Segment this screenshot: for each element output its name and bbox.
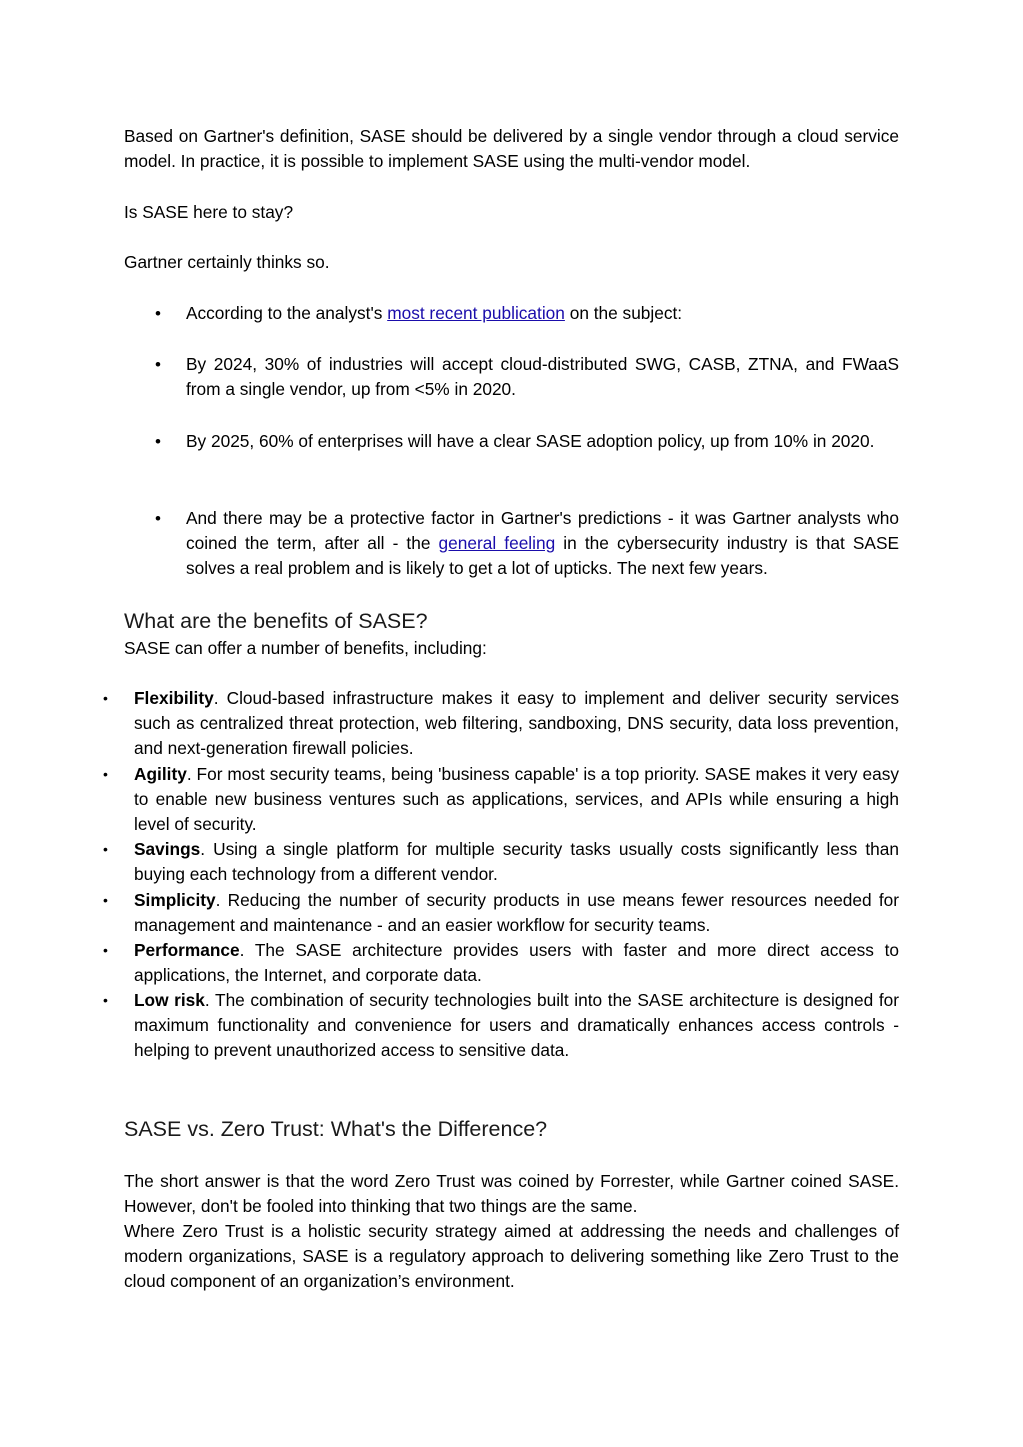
paragraph-definition: Based on Gartner's definition, SASE should be delivered by a single vendor through a cloud service model. In practice, it is possible to implement SASE using the multi-vendor model. xyxy=(124,126,899,172)
benefit-term: Agility xyxy=(134,764,187,784)
benefit-text: . For most security teams, being 'business capable' is a top priority. SASE makes it very easy to enable new business ventures such as applications, services, and APIs while ensuring a high level of security. xyxy=(134,764,899,835)
bullet-icon: • xyxy=(103,992,108,1008)
prediction-text: in the cybersecurity industry is that SASE solves a real problem and is likely to get a lot of upticks. The next few years. xyxy=(186,533,899,579)
benefit-item-savings xyxy=(103,837,899,887)
benefit-term: Low risk xyxy=(134,990,205,1010)
prediction-text: By 2025, 60% of enterprises will have a clear SASE adoption policy, up from 10% in 2020. xyxy=(186,431,875,451)
bullet-icon: • xyxy=(155,509,161,528)
benefit-item-simplicity xyxy=(103,888,899,938)
benefit-text: . Cloud-based infrastructure makes it easy to implement and deliver security services such as centralized threat protection, web filtering, sandboxing, DNS security, data loss prevention, and next-generation firewall policies. xyxy=(134,688,899,759)
benefit-text: . Reducing the number of security products in use means fewer resources needed for management and maintenance - and an easier workflow for security teams. xyxy=(134,890,899,936)
benefit-text: . Using a single platform for multiple security tasks usually costs significantly less than buying each technology from a different vendor. xyxy=(134,839,899,885)
zero-trust-paragraph-2: Where Zero Trust is a holistic security strategy aimed at addressing the needs and challenges of modern organizations, SASE is a regulatory approach to delivering something like Zero Trust to the cloud component of an organization’s environment. xyxy=(124,1221,899,1292)
benefits-heading: What are the benefits of SASE? xyxy=(124,609,428,633)
prediction-text: And there may be a protective factor in Gartner's predictions - it was Gartner analysts who coined the term, after all - the xyxy=(186,508,899,554)
prediction-item-4 xyxy=(155,506,899,582)
prediction-text: According to the analyst's xyxy=(186,303,388,323)
bullet-icon: • xyxy=(103,766,108,782)
bullet-icon: • xyxy=(155,432,161,451)
benefit-item-performance xyxy=(103,938,899,988)
prediction-item-1 xyxy=(155,301,899,326)
benefit-term: Simplicity xyxy=(134,890,216,910)
bullet-icon: • xyxy=(103,690,108,706)
benefit-term: Performance xyxy=(134,940,240,960)
benefit-text: . The SASE architecture provides users with faster and more direct access to applications, the Internet, and corporate data. xyxy=(134,940,899,986)
prediction-item-2 xyxy=(155,352,899,402)
prediction-item-3 xyxy=(155,429,899,454)
bullet-icon: • xyxy=(103,841,108,857)
zero-trust-paragraph-1: The short answer is that the word Zero Trust was coined by Forrester, while Gartner coined SASE. However, don't be fooled into thinking that two things are the same. xyxy=(124,1171,899,1217)
zero-trust-heading: SASE vs. Zero Trust: What's the Difference? xyxy=(124,1117,548,1141)
benefit-item-flexibility xyxy=(103,686,899,762)
most-recent-publication-link[interactable]: most recent publication xyxy=(387,303,565,323)
prediction-text: on the subject: xyxy=(564,303,683,323)
benefit-item-low-risk xyxy=(103,988,899,1064)
bullet-icon: • xyxy=(155,304,161,323)
bullet-icon: • xyxy=(103,892,108,908)
paragraph-question: Is SASE here to stay? xyxy=(124,202,294,222)
prediction-text: By 2024, 30% of industries will accept cloud-distributed SWG, CASB, ZTNA, and FWaaS from a single vendor, up from <5% in 2020. xyxy=(186,354,899,400)
bullet-icon: • xyxy=(103,942,108,958)
benefit-term: Savings xyxy=(134,839,201,859)
benefits-intro: SASE can offer a number of benefits, including: xyxy=(124,638,487,658)
bullet-icon: • xyxy=(155,355,161,374)
general-feeling-link[interactable]: general feeling xyxy=(438,533,556,554)
benefit-text: . The combination of security technologies built into the SASE architecture is designed for maximum functionality and convenience for users and dramatically enhances access controls - helping to prevent unauthorized access to sensitive data. xyxy=(134,990,899,1061)
benefit-item-agility xyxy=(103,762,899,838)
paragraph-gartner: Gartner certainly thinks so. xyxy=(124,252,330,272)
benefit-term: Flexibility xyxy=(134,688,214,708)
